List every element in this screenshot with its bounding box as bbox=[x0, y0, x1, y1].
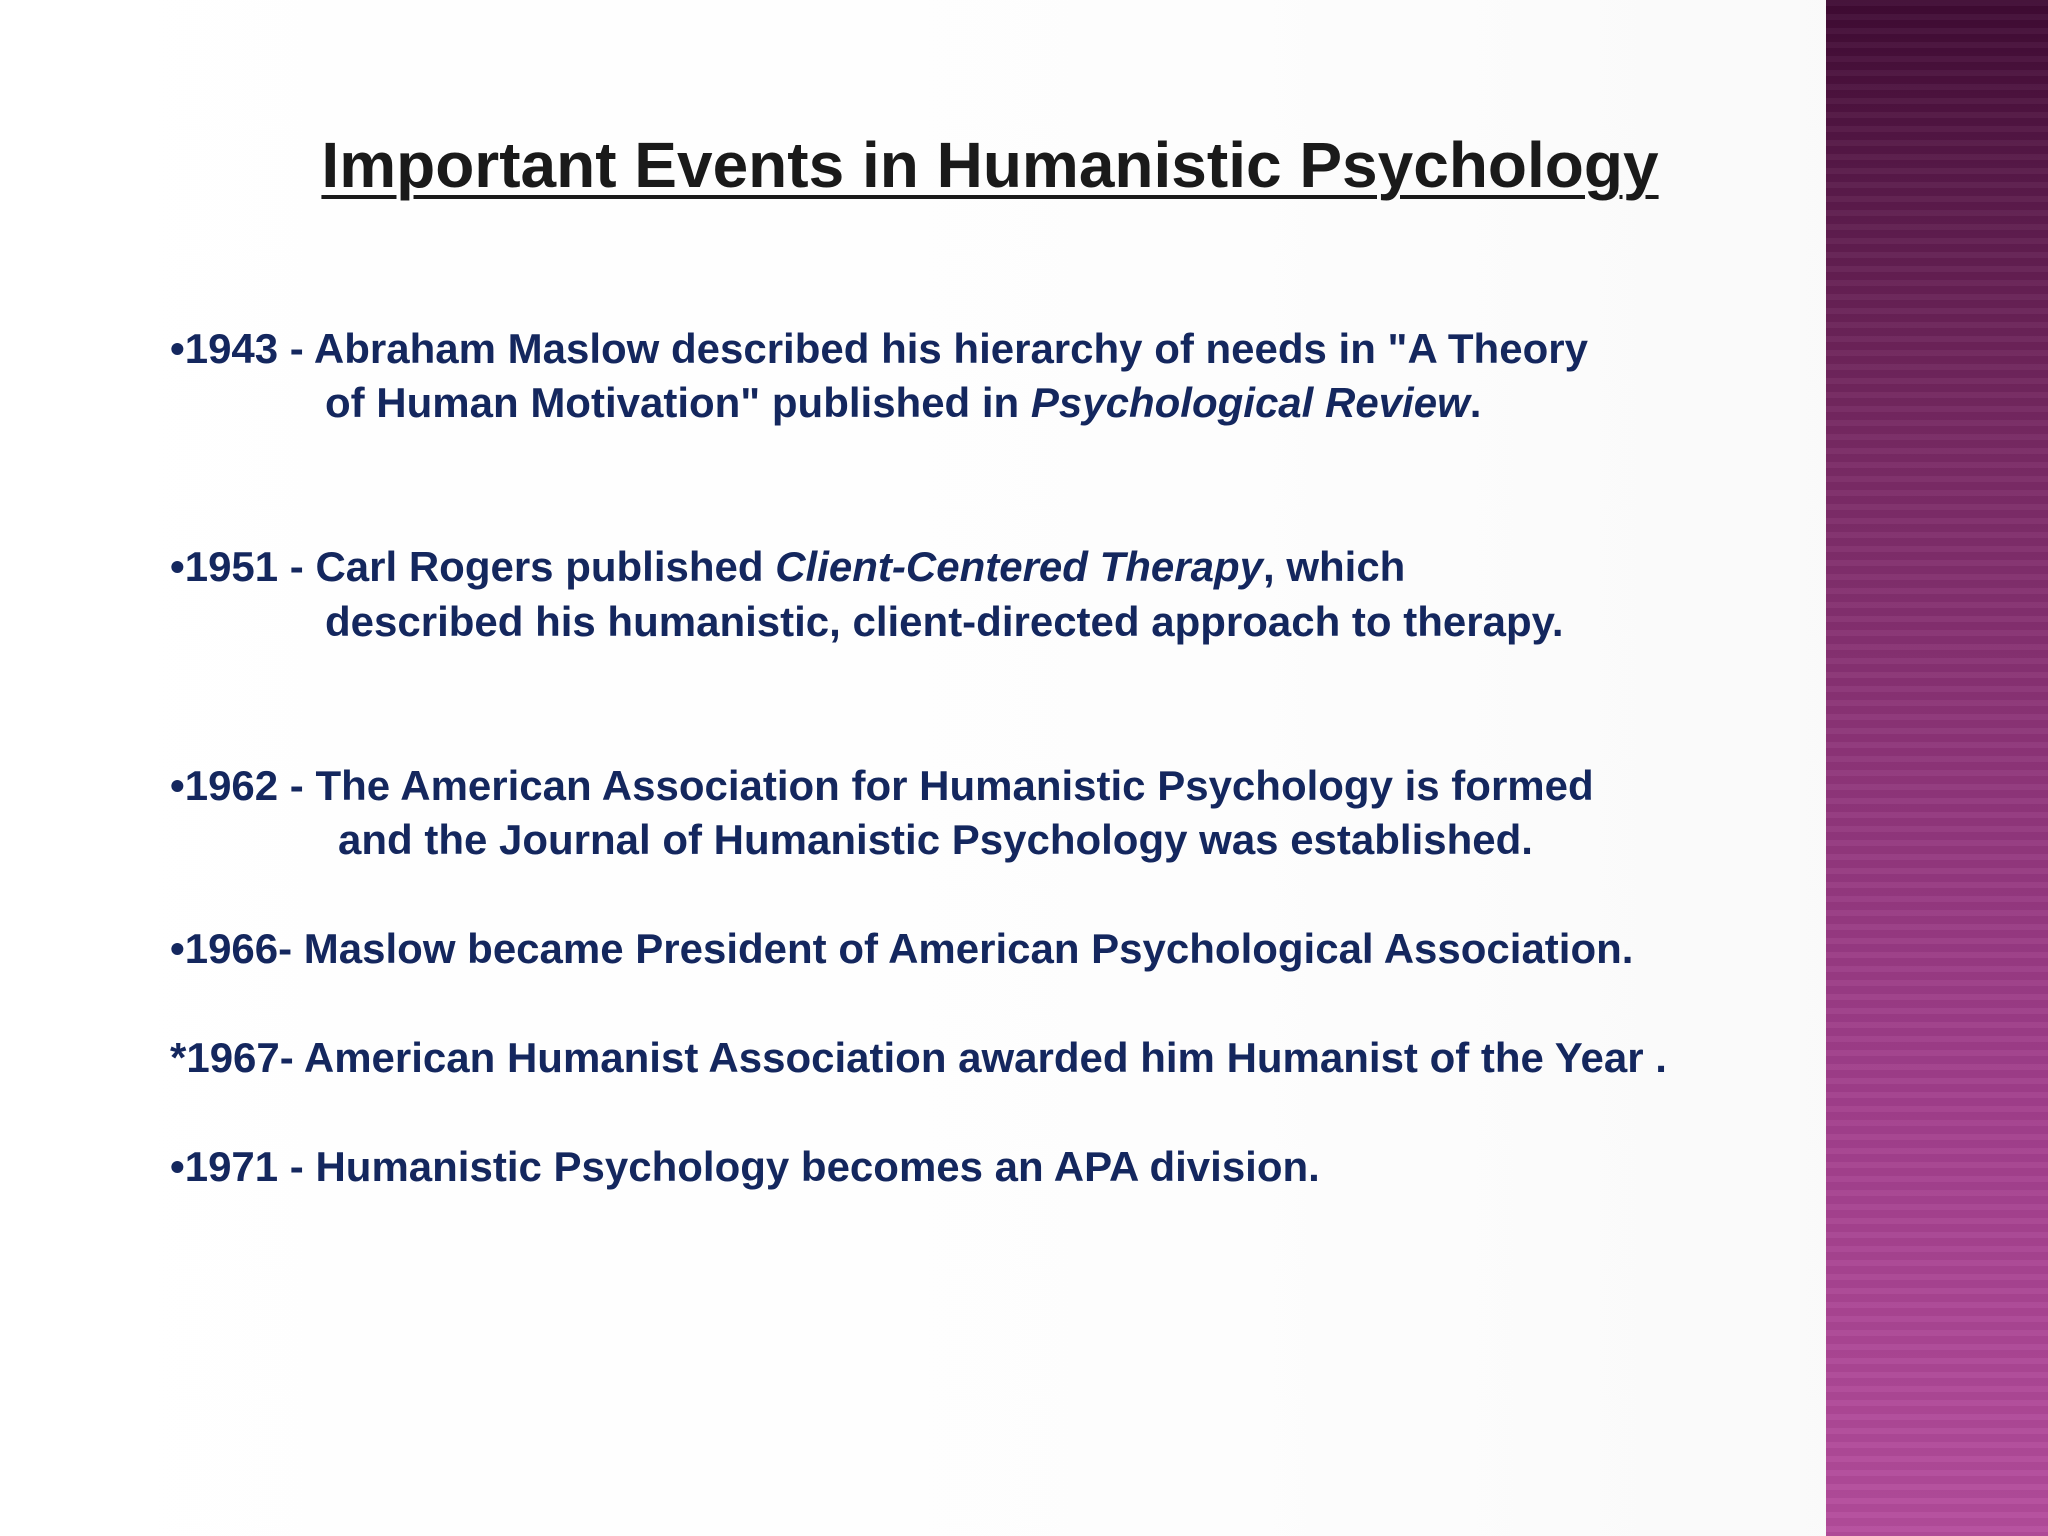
event-1951-book: Client-Centered Therapy bbox=[775, 543, 1263, 590]
event-1962-line2: and the Journal of Humanistic Psychology was established. bbox=[338, 816, 1533, 863]
event-1951-line1-end: , which bbox=[1262, 543, 1406, 590]
event-1966: •1966- Maslow became President of American Psychological Association. bbox=[170, 925, 1634, 972]
event-1943-line1: •1943 - Abraham Maslow described his hierarchy of needs in "A Theory bbox=[170, 325, 1588, 372]
event-1943-line2-end: . bbox=[1469, 379, 1482, 426]
event-1967: *1967- American Humanist Association awarded him Humanist of the Year . bbox=[170, 1034, 1667, 1081]
event-1943-line2 bbox=[325, 376, 1481, 430]
event-1962-line1: •1962 - The American Association for Humanistic Psychology is formed bbox=[170, 762, 1594, 809]
decorative-sidebar bbox=[1826, 0, 2048, 1536]
event-1943-line2-text: of Human Motivation" published in bbox=[325, 379, 1031, 426]
slide-title: Important Events in Humanistic Psychology bbox=[321, 129, 1659, 201]
event-1951-line2: described his humanistic, client-directed approach to therapy. bbox=[325, 598, 1564, 645]
event-1951-line1 bbox=[170, 540, 1405, 594]
events-list bbox=[170, 0, 1810, 1536]
event-1943-journal: Psychological Review bbox=[1030, 379, 1470, 426]
event-1951-line1-text: •1951 - Carl Rogers published bbox=[170, 543, 776, 590]
event-1971: •1971 - Humanistic Psychology becomes an APA division. bbox=[170, 1143, 1320, 1190]
